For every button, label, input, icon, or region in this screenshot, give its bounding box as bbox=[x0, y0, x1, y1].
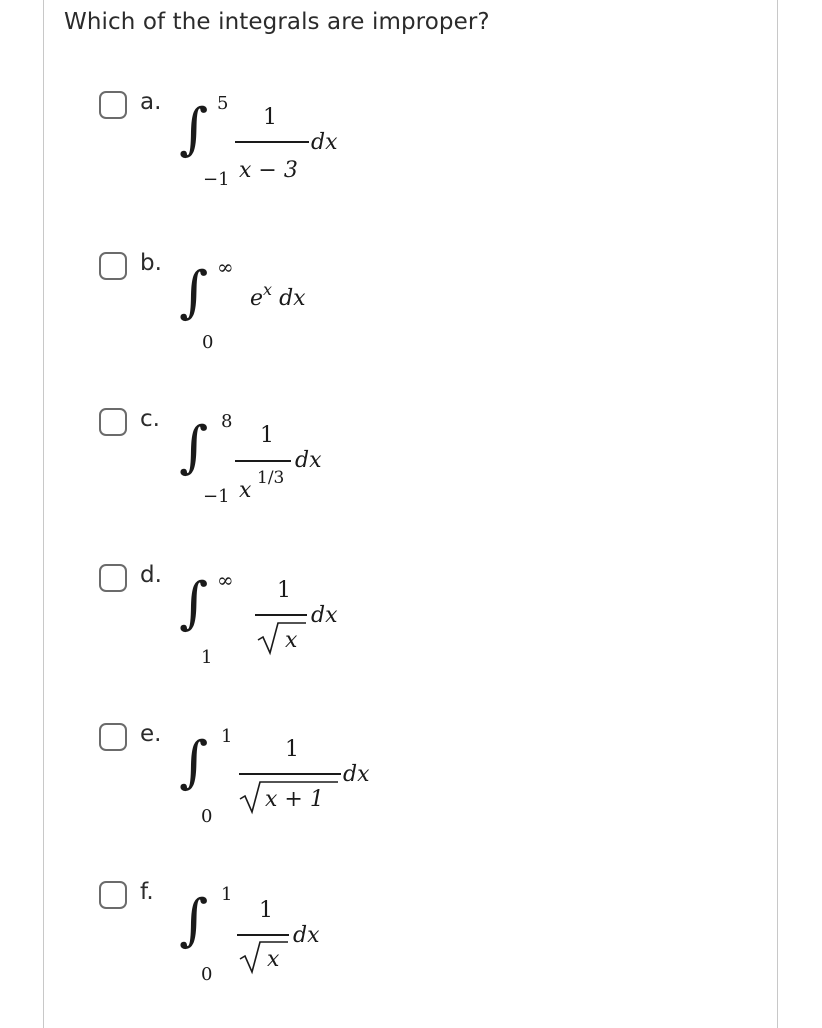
option-letter: d. bbox=[140, 562, 162, 588]
fraction-bar bbox=[237, 934, 289, 936]
fraction-bar bbox=[255, 614, 307, 616]
radicand: x bbox=[285, 628, 298, 653]
differential: dx bbox=[279, 286, 306, 311]
upper-limit: 8 bbox=[221, 411, 233, 432]
upper-limit: ∞ bbox=[217, 255, 234, 279]
integral-sign: ∫ bbox=[179, 97, 209, 162]
lower-limit: 0 bbox=[201, 964, 213, 985]
exp-base: e bbox=[250, 286, 264, 311]
checkbox-e[interactable] bbox=[99, 723, 127, 751]
checkbox-d[interactable] bbox=[99, 564, 127, 592]
differential: dx bbox=[343, 762, 370, 787]
upper-limit: 5 bbox=[217, 93, 229, 114]
integral-sign: ∫ bbox=[179, 730, 209, 795]
integrand bbox=[250, 280, 306, 311]
integral-sign: ∫ bbox=[179, 260, 209, 325]
fraction-bar bbox=[235, 460, 291, 462]
fraction-bar bbox=[235, 141, 309, 143]
den-base: x bbox=[239, 478, 252, 503]
option-e[interactable] bbox=[99, 723, 499, 833]
upper-limit: ∞ bbox=[217, 568, 234, 592]
option-f[interactable] bbox=[99, 881, 499, 991]
option-b[interactable] bbox=[99, 252, 499, 362]
numerator: 1 bbox=[285, 737, 299, 762]
lower-limit: −1 bbox=[203, 486, 230, 507]
integral-sign: ∫ bbox=[179, 415, 209, 480]
option-c[interactable] bbox=[99, 408, 499, 518]
question-text: Which of the integrals are improper? bbox=[64, 9, 490, 35]
checkbox-a[interactable] bbox=[99, 91, 127, 119]
radical-sign bbox=[257, 620, 307, 656]
option-d[interactable] bbox=[99, 564, 499, 674]
fraction-bar bbox=[239, 773, 341, 775]
checkbox-f[interactable] bbox=[99, 881, 127, 909]
upper-limit: 1 bbox=[221, 884, 233, 905]
lower-limit: 0 bbox=[202, 332, 214, 353]
option-letter: b. bbox=[140, 250, 162, 276]
numerator: 1 bbox=[263, 105, 277, 130]
differential: dx bbox=[295, 448, 322, 473]
checkbox-b[interactable] bbox=[99, 252, 127, 280]
differential: dx bbox=[293, 923, 320, 948]
radicand: x bbox=[267, 947, 280, 972]
radicand: x + 1 bbox=[265, 787, 324, 812]
differential: dx bbox=[311, 130, 338, 155]
option-letter: c. bbox=[140, 406, 160, 432]
option-a[interactable] bbox=[99, 91, 499, 201]
lower-limit: 0 bbox=[201, 806, 213, 827]
checkbox-c[interactable] bbox=[99, 408, 127, 436]
denominator: x − 3 bbox=[239, 158, 298, 183]
option-letter: f. bbox=[140, 879, 154, 905]
upper-limit: 1 bbox=[221, 726, 233, 747]
integral-sign: ∫ bbox=[179, 571, 209, 636]
lower-limit: 1 bbox=[201, 647, 213, 668]
integral-sign: ∫ bbox=[179, 888, 209, 953]
numerator: 1 bbox=[259, 898, 273, 923]
numerator: 1 bbox=[277, 578, 291, 603]
exp-exponent: x bbox=[263, 280, 273, 299]
option-letter: e. bbox=[140, 721, 162, 747]
lower-limit: −1 bbox=[203, 169, 230, 190]
numerator: 1 bbox=[260, 423, 274, 448]
option-letter: a. bbox=[140, 89, 162, 115]
differential: dx bbox=[311, 603, 338, 628]
radical-sign bbox=[239, 939, 289, 975]
den-exponent: 1/3 bbox=[257, 468, 285, 488]
